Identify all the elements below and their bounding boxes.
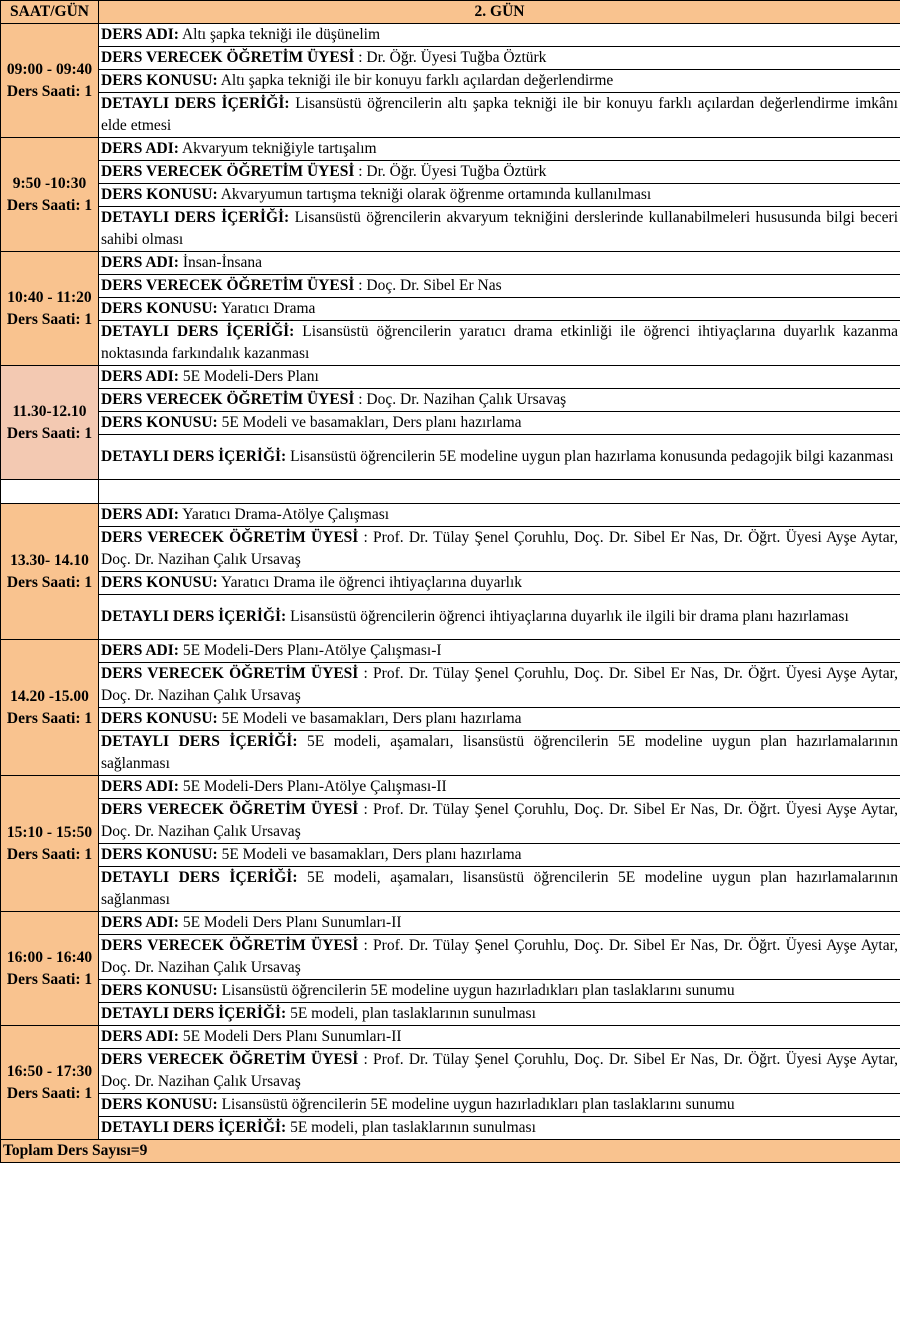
session-row: [1, 731, 900, 776]
session-hours: Ders Saati: 1: [6, 196, 93, 214]
lesson-name-cell: [99, 776, 900, 799]
lesson-name-cell: [99, 640, 900, 663]
lesson-topic-label: DERS KONUSU:: [101, 186, 218, 203]
session-row: [1, 572, 900, 595]
session-time: 11.30-12.10: [12, 402, 87, 420]
lesson-topic: Akvaryumun tartışma tekniği olarak öğrenme ortamında kullanılması: [220, 186, 652, 203]
lesson-topic-cell: [99, 1094, 900, 1117]
lesson-teacher-cell: [99, 527, 900, 572]
lesson-detail: 5E modeli, plan taslaklarının sunulması: [290, 1119, 536, 1136]
lesson-name: 5E Modeli Ders Planı Sunumları-II: [182, 1028, 402, 1045]
lesson-teacher: : Prof. Dr. Tülay Şenel Çoruhlu, Doç. Dr. Sibel Er Nas, Dr. Öğrt. Üyesi Ayşe Aytar, Doç. Dr. Nazihan Çalık Ursavaş: [101, 665, 898, 704]
lesson-topic-cell: [99, 184, 900, 207]
lesson-name: Akvaryum tekniğiyle tartışalım: [181, 140, 377, 157]
lesson-name-cell: [99, 24, 900, 47]
lesson-teacher-label: DERS VERECEK ÖĞRETİM ÜYESİ: [101, 277, 355, 294]
lesson-detail-label: DETAYLI DERS İÇERİĞİ:: [101, 869, 298, 886]
session-row: [1, 1003, 900, 1026]
lesson-teacher-label: DERS VERECEK ÖĞRETİM ÜYESİ: [101, 801, 359, 818]
lesson-name-label: DERS ADI:: [101, 1028, 179, 1045]
session-time-cell: [1, 640, 99, 776]
lesson-topic-label: DERS KONUSU:: [101, 710, 218, 727]
lesson-detail: Lisansüstü öğrencilerin akvaryum tekniğini derslerinde kullanabilmeleri hususunda bilgi beceri sahibi olması: [101, 209, 898, 248]
session-time-cell: [1, 1026, 99, 1140]
lesson-topic-cell: [99, 70, 900, 93]
session-time-cell: [1, 252, 99, 366]
lesson-teacher-label: DERS VERECEK ÖĞRETİM ÜYESİ: [101, 1051, 359, 1068]
session-row: [1, 527, 900, 572]
lesson-topic: Yaratıcı Drama: [221, 300, 316, 317]
lesson-teacher-cell: [99, 389, 900, 412]
lesson-name-cell: [99, 504, 900, 527]
session-hours: Ders Saati: 1: [6, 573, 93, 591]
session-row: [1, 298, 900, 321]
lesson-teacher-cell: [99, 935, 900, 980]
total-lessons: Toplam Ders Sayısı=9: [1, 1140, 900, 1163]
lesson-teacher-label: DERS VERECEK ÖĞRETİM ÜYESİ: [101, 937, 359, 954]
session-row: [1, 275, 900, 298]
lesson-name: Altı şapka tekniği ile düşünelim: [181, 26, 381, 43]
session-time: 09:00 - 09:40: [6, 60, 93, 78]
lesson-topic-cell: [99, 708, 900, 731]
lesson-detail: 5E modeli, aşamaları, lisansüstü öğrencilerin 5E modeline uygun plan hazırlamalarının sağlanması: [101, 869, 898, 908]
session-time-cell: [1, 24, 99, 138]
session-hours: Ders Saati: 1: [6, 82, 93, 100]
session-row: [1, 867, 900, 912]
session-row: [1, 93, 900, 138]
lesson-name: İnsan-İnsana: [182, 254, 263, 271]
lesson-detail-cell: [99, 867, 900, 912]
session-time-cell: [1, 912, 99, 1026]
lesson-topic: Yaratıcı Drama ile öğrenci ihtiyaçlarına duyarlık: [221, 574, 523, 591]
lesson-topic-label: DERS KONUSU:: [101, 846, 218, 863]
lesson-name-cell: [99, 138, 900, 161]
lesson-name-cell: [99, 912, 900, 935]
lesson-name-label: DERS ADI:: [101, 642, 179, 659]
session-hours: Ders Saati: 1: [6, 970, 93, 988]
session-row: [1, 1094, 900, 1117]
lesson-topic: 5E Modeli ve basamakları, Ders planı hazırlama: [221, 846, 522, 863]
session-hours: Ders Saati: 1: [6, 424, 93, 442]
session-row: [1, 776, 900, 799]
session-row: [1, 799, 900, 844]
lesson-topic-cell: [99, 572, 900, 595]
lesson-teacher-cell: [99, 799, 900, 844]
lesson-topic: Altı şapka tekniği ile bir konuyu farklı açılardan değerlendirme: [220, 72, 614, 89]
session-row: [1, 207, 900, 252]
lesson-teacher: : Dr. Öğr. Üyesi Tuğba Öztürk: [358, 49, 547, 66]
session-row: [1, 412, 900, 435]
lesson-detail-cell: [99, 731, 900, 776]
lesson-detail: Lisansüstü öğrencilerin öğrenci ihtiyaçlarına duyarlık ile ilgili bir drama planı hazırlaması: [290, 608, 849, 625]
session-row: [1, 595, 900, 640]
session-hours: Ders Saati: 1: [6, 845, 93, 863]
session-time-cell: [1, 776, 99, 912]
lesson-name-cell: [99, 366, 900, 389]
lesson-topic: Lisansüstü öğrencilerin 5E modeline uygun hazırladıkları plan taslaklarını sunumu: [221, 1096, 735, 1113]
lesson-name: 5E Modeli-Ders Planı-Atölye Çalışması-I: [182, 642, 442, 659]
lesson-topic-label: DERS KONUSU:: [101, 1096, 218, 1113]
session-row: [1, 980, 900, 1003]
session-hours: Ders Saati: 1: [6, 1084, 93, 1102]
lesson-detail-label: DETAYLI DERS İÇERİĞİ:: [101, 323, 295, 340]
session-row: [1, 70, 900, 93]
session-row: [1, 912, 900, 935]
session-row: [1, 640, 900, 663]
lesson-detail-cell: [99, 435, 900, 480]
lesson-teacher: : Doç. Dr. Sibel Er Nas: [358, 277, 502, 294]
lesson-topic-cell: [99, 844, 900, 867]
lesson-teacher-label: DERS VERECEK ÖĞRETİM ÜYESİ: [101, 163, 355, 180]
session-row: [1, 1049, 900, 1094]
lesson-name-label: DERS ADI:: [101, 26, 179, 43]
session-hours: Ders Saati: 1: [6, 709, 93, 727]
lesson-teacher: : Prof. Dr. Tülay Şenel Çoruhlu, Doç. Dr. Sibel Er Nas, Dr. Öğrt. Üyesi Ayşe Aytar, Doç. Dr. Nazihan Çalık Ursavaş: [101, 801, 898, 840]
footer-row: [1, 1140, 900, 1163]
session-time: 9:50 -10:30: [12, 174, 87, 192]
lesson-topic-label: DERS KONUSU:: [101, 72, 218, 89]
lesson-topic-label: DERS KONUSU:: [101, 300, 218, 317]
session-hours: Ders Saati: 1: [6, 310, 93, 328]
lesson-name-label: DERS ADI:: [101, 778, 179, 795]
lesson-name-label: DERS ADI:: [101, 506, 179, 523]
session-time: 10:40 - 11:20: [7, 288, 92, 306]
session-row: [1, 161, 900, 184]
session-time: 16:50 - 17:30: [6, 1062, 93, 1080]
lesson-teacher-label: DERS VERECEK ÖĞRETİM ÜYESİ: [101, 391, 355, 408]
lesson-teacher-label: DERS VERECEK ÖĞRETİM ÜYESİ: [101, 665, 359, 682]
session-row: [1, 504, 900, 527]
lesson-name-label: DERS ADI:: [101, 140, 179, 157]
session-row: [1, 663, 900, 708]
lesson-detail-cell: [99, 207, 900, 252]
session-row: [1, 1117, 900, 1140]
lesson-teacher-cell: [99, 663, 900, 708]
lesson-teacher-cell: [99, 47, 900, 70]
lesson-topic: 5E Modeli ve basamakları, Ders planı hazırlama: [221, 710, 522, 727]
lesson-teacher-cell: [99, 1049, 900, 1094]
session-row: [1, 389, 900, 412]
header-day: 2. GÜN: [99, 1, 900, 24]
lesson-topic-label: DERS KONUSU:: [101, 414, 218, 431]
lesson-teacher: : Prof. Dr. Tülay Şenel Çoruhlu, Doç. Dr. Sibel Er Nas, Dr. Öğrt. Üyesi Ayşe Aytar, Doç. Dr. Nazihan Çalık Ursavaş: [101, 1051, 898, 1090]
session-row: [1, 1026, 900, 1049]
lesson-topic-cell: [99, 980, 900, 1003]
lesson-detail: Lisansüstü öğrencilerin yaratıcı drama etkinliği ile öğrenci ihtiyaçlarına duyarlık kazanma noktasında farkındalık kazanması: [101, 323, 899, 362]
session-row: [1, 184, 900, 207]
lesson-detail-cell: [99, 321, 900, 366]
lesson-name-label: DERS ADI:: [101, 254, 179, 271]
empty-cell: [1, 480, 99, 504]
session-time-cell: [1, 504, 99, 640]
session-time: 16:00 - 16:40: [6, 948, 93, 966]
session-row: [1, 138, 900, 161]
lesson-teacher: : Dr. Öğr. Üyesi Tuğba Öztürk: [358, 163, 547, 180]
lesson-detail-cell: [99, 93, 900, 138]
header-row: [1, 1, 900, 24]
lesson-detail: 5E modeli, aşamaları, lisansüstü öğrencilerin 5E modeline uygun plan hazırlamalarının sağlanması: [101, 733, 898, 772]
lunch-break-row: [1, 480, 900, 504]
lesson-detail-label: DETAYLI DERS İÇERİĞİ:: [101, 1005, 287, 1022]
session-row: [1, 435, 900, 480]
lesson-detail-label: DETAYLI DERS İÇERİĞİ:: [101, 448, 287, 465]
lesson-detail-cell: [99, 1003, 900, 1026]
lesson-detail-label: DETAYLI DERS İÇERİĞİ:: [101, 209, 290, 226]
lesson-topic: 5E Modeli ve basamakları, Ders planı hazırlama: [221, 414, 522, 431]
lesson-topic-label: DERS KONUSU:: [101, 982, 218, 999]
session-row: [1, 935, 900, 980]
session-time-cell: [1, 366, 99, 480]
lesson-name-label: DERS ADI:: [101, 368, 179, 385]
lesson-teacher: : Prof. Dr. Tülay Şenel Çoruhlu, Doç. Dr. Sibel Er Nas, Dr. Öğrt. Üyesi Ayşe Aytar, Doç. Dr. Nazihan Çalık Ursavaş: [101, 937, 898, 976]
header-time-day: SAAT/GÜN: [1, 1, 99, 24]
session-row: [1, 321, 900, 366]
lesson-teacher-cell: [99, 275, 900, 298]
lesson-teacher-label: DERS VERECEK ÖĞRETİM ÜYESİ: [101, 49, 355, 66]
session-row: [1, 366, 900, 389]
lesson-detail-cell: [99, 1117, 900, 1140]
lesson-teacher-label: DERS VERECEK ÖĞRETİM ÜYESİ: [101, 529, 359, 546]
lesson-detail-cell: [99, 595, 900, 640]
lesson-name-cell: [99, 1026, 900, 1049]
lesson-name: 5E Modeli-Ders Planı: [182, 368, 319, 385]
lesson-name: Yaratıcı Drama-Atölye Çalışması: [182, 506, 390, 523]
session-row: [1, 24, 900, 47]
lesson-detail: Lisansüstü öğrencilerin altı şapka tekniği ile bir konuyu farklı açılardan değerlendirme imkânı elde etmesi: [101, 95, 898, 134]
session-row: [1, 844, 900, 867]
lesson-topic-cell: [99, 298, 900, 321]
lesson-topic: Lisansüstü öğrencilerin 5E modeline uygun hazırladıkları plan taslaklarını sunumu: [221, 982, 735, 999]
session-row: [1, 252, 900, 275]
session-time: 13.30- 14.10: [10, 551, 89, 569]
lesson-name: 5E Modeli-Ders Planı-Atölye Çalışması-II: [182, 778, 447, 795]
empty-cell: [99, 480, 900, 504]
lesson-teacher-cell: [99, 161, 900, 184]
lesson-detail-label: DETAYLI DERS İÇERİĞİ:: [101, 733, 298, 750]
lesson-detail-label: DETAYLI DERS İÇERİĞİ:: [101, 608, 287, 625]
lesson-name-cell: [99, 252, 900, 275]
lesson-detail-label: DETAYLI DERS İÇERİĞİ:: [101, 1119, 287, 1136]
session-row: [1, 47, 900, 70]
lesson-detail-label: DETAYLI DERS İÇERİĞİ:: [101, 95, 290, 112]
lesson-name: 5E Modeli Ders Planı Sunumları-II: [182, 914, 402, 931]
session-time: 14.20 -15.00: [10, 687, 89, 705]
lesson-topic-cell: [99, 412, 900, 435]
lesson-teacher: : Prof. Dr. Tülay Şenel Çoruhlu, Doç. Dr. Sibel Er Nas, Dr. Öğrt. Üyesi Ayşe Aytar, Doç. Dr. Nazihan Çalık Ursavaş: [101, 529, 898, 568]
lesson-detail: 5E modeli, plan taslaklarının sunulması: [290, 1005, 536, 1022]
lesson-teacher: : Doç. Dr. Nazihan Çalık Ursavaş: [358, 391, 567, 408]
lesson-topic-label: DERS KONUSU:: [101, 574, 218, 591]
lesson-detail: Lisansüstü öğrencilerin 5E modeline uygun plan hazırlama konusunda pedagojik bilgi kazanması: [290, 448, 894, 465]
session-time: 15:10 - 15:50: [6, 823, 93, 841]
lesson-name-label: DERS ADI:: [101, 914, 179, 931]
session-row: [1, 708, 900, 731]
session-time-cell: [1, 138, 99, 252]
